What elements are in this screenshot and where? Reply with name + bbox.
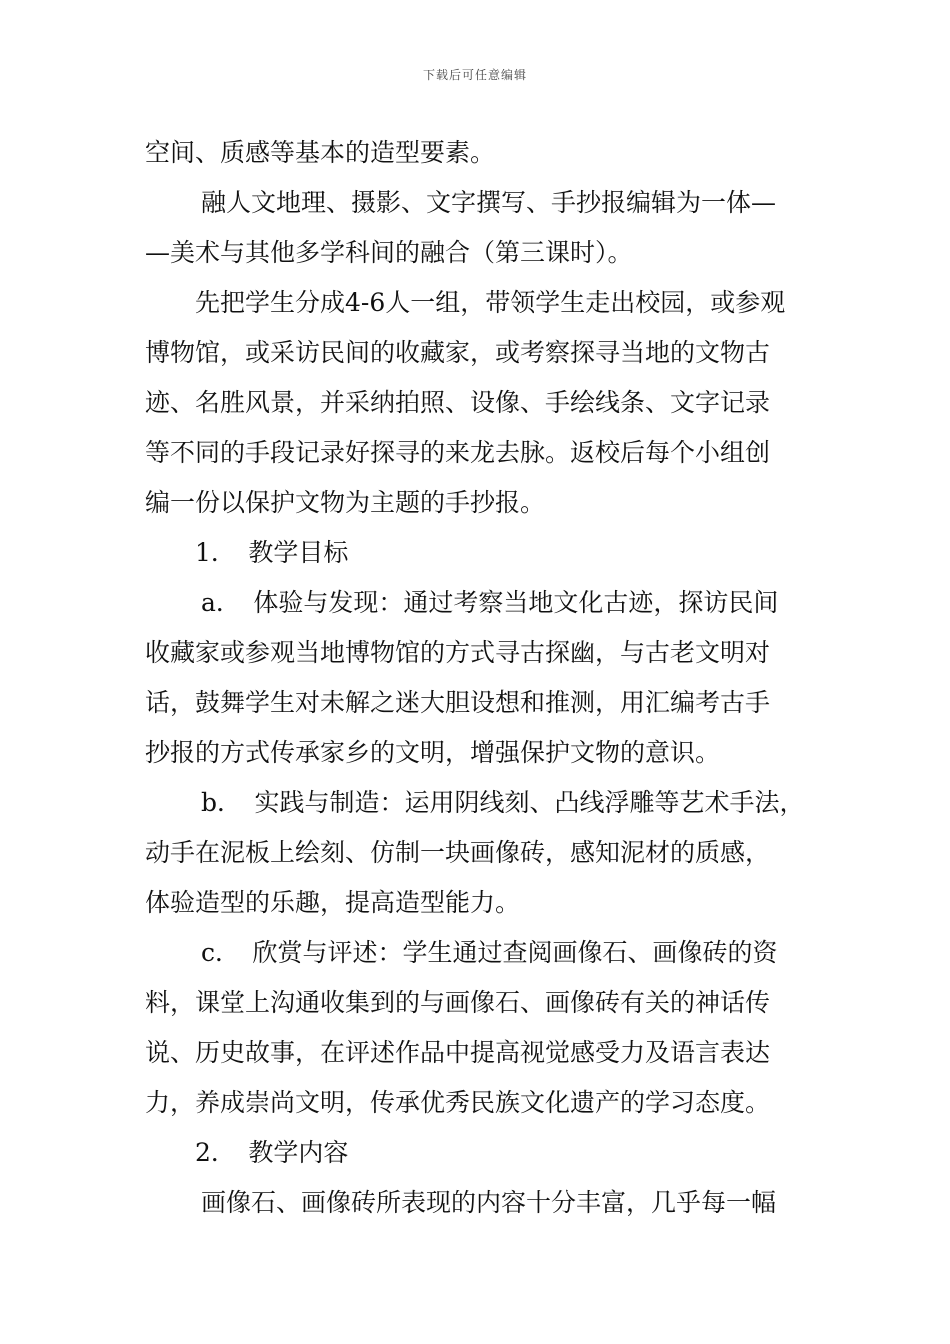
text-line: b． 实践与制造：运用阴线刻、凸线浮雕等艺术手法， xyxy=(201,788,805,817)
text-line: 先把学生分成4-6人一组，带领学生走出校园，或参观 xyxy=(195,288,786,317)
text-line: c． 欣赏与评述：学生通过查阅画像石、画像砖的资 xyxy=(201,938,778,967)
text-line: 收藏家或参观当地博物馆的方式寻古探幽，与古老文明对 xyxy=(145,638,771,667)
text-line: 融人文地理、摄影、文字撰写、手抄报编辑为一体— xyxy=(201,188,777,217)
text-line: 动手在泥板上绘刻、仿制一块画像砖，感知泥材的质感， xyxy=(145,838,771,867)
text-line: 等不同的手段记录好探寻的来龙去脉。返校后每个小组创 xyxy=(145,438,771,467)
text-line: a． 体验与发现：通过考察当地文化古迹，探访民间 xyxy=(201,588,779,617)
section-heading: 1． 教学目标 xyxy=(195,538,349,567)
text-line: 编一份以保护文物为主题的手抄报。 xyxy=(145,488,546,517)
text-line: 体验造型的乐趣，提高造型能力。 xyxy=(145,888,521,917)
text-line: 料，课堂上沟通收集到的与画像石、画像砖有关的神话传 xyxy=(145,988,771,1017)
page-header: 下载后可任意编辑 xyxy=(422,68,527,82)
text-line: 空间、质感等基本的造型要素。 xyxy=(145,138,496,167)
text-line: 说、历史故事，在评述作品中提高视觉感受力及语言表达 xyxy=(145,1038,771,1067)
text-line: 话，鼓舞学生对未解之迷大胆设想和推测，用汇编考古手 xyxy=(145,688,771,717)
text-line: —美术与其他多学科间的融合（第三课时）。 xyxy=(145,238,633,267)
text-line: 抄报的方式传承家乡的文明，增强保护文物的意识。 xyxy=(145,738,721,767)
section-heading: 2． 教学内容 xyxy=(195,1138,349,1167)
text-line: 力，养成崇尚文明，传承优秀民族文化遗产的学习态度。 xyxy=(145,1088,771,1117)
text-line: 迹、名胜风景，并采纳拍照、设像、手绘线条、文字记录 xyxy=(145,388,771,417)
text-line: 画像石、画像砖所表现的内容十分丰富，几乎每一幅 xyxy=(201,1188,777,1217)
document-body xyxy=(145,128,825,1228)
text-line: 博物馆，或采访民间的收藏家，或考察探寻当地的文物古 xyxy=(145,338,771,367)
